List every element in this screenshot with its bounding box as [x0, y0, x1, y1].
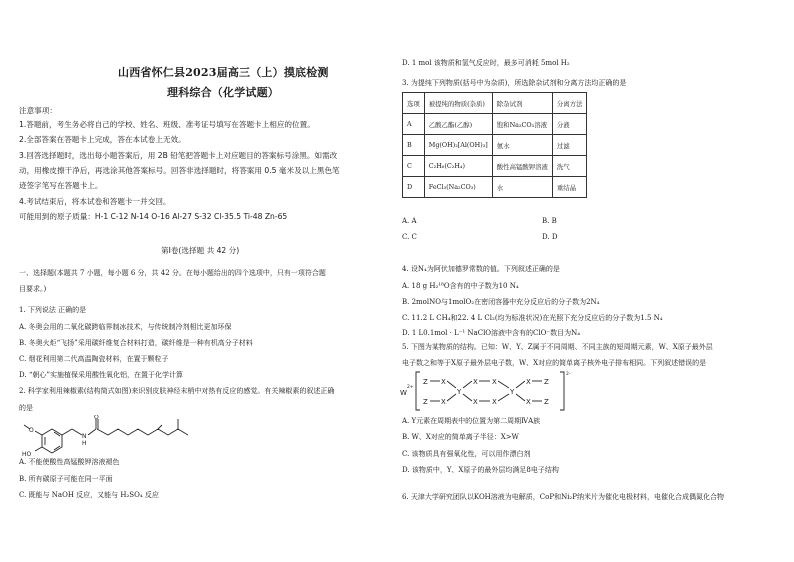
- struct-z-label: Z: [544, 398, 549, 406]
- struct-z-label: Z: [423, 378, 428, 386]
- table-cell: D: [403, 177, 425, 198]
- question-3-option-c[interactable]: C. C: [402, 233, 417, 241]
- table-row: [403, 114, 587, 135]
- methoxy-o-label: O: [29, 427, 34, 434]
- table-cell: A: [403, 114, 425, 135]
- table-cell: C: [403, 156, 425, 177]
- struct-y-label: Y: [510, 388, 515, 396]
- question-4-option-c[interactable]: C. 11.2 L CH₄和22. 4 L Cl₂(均为标准状况)在光照下充分反应后的分子数为1.5 N₄: [402, 314, 663, 322]
- table-cell: B: [403, 135, 425, 156]
- question-2-option-d[interactable]: D. 1 mol 该物质和氢气反应时，最多可消耗 5mol H₂: [402, 59, 570, 67]
- table-row: [403, 177, 587, 198]
- question-2-option-c[interactable]: C. 既能与 NaOH 反应，又能与 H₂SO₄ 反应: [19, 491, 159, 499]
- struct-y-label: Y: [457, 388, 462, 396]
- struct-x-label: X: [492, 378, 497, 386]
- table-cell: 饱和Na₂CO₃溶液: [492, 114, 552, 135]
- question-3-option-a[interactable]: A. A: [402, 217, 417, 225]
- table-header-row: [403, 93, 587, 114]
- note-line: 1.答题前，考生务必将自己的学校、姓名、班级、准考证号填写在答题卡上相应的位置。: [19, 120, 315, 129]
- table-row: [403, 135, 587, 156]
- struct-x-label: X: [526, 398, 531, 406]
- notes-heading: 注意事项：: [19, 106, 57, 115]
- question-2-option-a[interactable]: A. 不能使酸性高锰酸钾溶液褪色: [19, 458, 120, 466]
- struct-z-label: Z: [544, 378, 549, 386]
- exam-title: 山西省怀仁县2023届高三（上）摸底检测: [118, 66, 329, 79]
- section-intro: 目要求。): [19, 285, 47, 293]
- table-row: [403, 156, 587, 177]
- table-cell: 乙酸乙酯(乙醇): [424, 114, 492, 135]
- question-3-option-d[interactable]: D. D: [542, 233, 558, 241]
- question-5-stem: 电子数之和等于X原子最外层电子数，W、X对应的简单离子核外电子排布相同。下列叙述错误的是: [402, 359, 707, 367]
- question-5-option-d[interactable]: D. 该物质中，Y、X原子的最外层均满足8电子结构: [402, 466, 559, 474]
- question-1-option-b[interactable]: B. 冬奥火炬“飞扬”采用碳纤维复合材料打造，碳纤维是一种有机高分子材料: [19, 339, 253, 347]
- table-cell: 过滤: [552, 135, 587, 156]
- question-4-option-a[interactable]: A. 18 g H₂¹⁸O含有的中子数为10 N₄: [402, 282, 519, 290]
- amide-h-label: H: [82, 440, 87, 447]
- table-cell: 洗气: [552, 156, 587, 177]
- question-5-option-b[interactable]: B. W、X对应的简单离子半径：X>W: [402, 433, 519, 441]
- question-3-stem: 3. 为提纯下列物质(括号中为杂质)，所选除杂试剂和分离方法均正确的是: [402, 79, 627, 87]
- table-cell: 酸性高锰酸钾溶液: [492, 156, 552, 177]
- note-line: 3.回答选择题时，选出每小题答案后，用 2B 铅笔把答题卡上对应题目的答案标号涂黑。如需改: [19, 151, 338, 160]
- struct-w-charge: 2+: [407, 385, 414, 390]
- question-5-structure: [400, 368, 580, 414]
- exam-subtitle: 理科综合（化学试题）: [167, 86, 279, 99]
- part-title: 第Ⅰ卷(选择题 共 42 分): [161, 246, 240, 255]
- question-1-stem: 1. 下列说法 正确的是: [19, 306, 87, 314]
- struct-x-label: X: [526, 378, 531, 386]
- question-3-option-b[interactable]: B. B: [542, 217, 557, 225]
- table-cell: 重结晶: [552, 177, 587, 198]
- question-6-stem: 6. 天津大学研究团队以KOH溶液为电解质，CoP和Ni₂P纳米片为催化电极材料，电催化合成偶氮化合物: [402, 493, 724, 501]
- struct-z-label: Z: [423, 398, 428, 406]
- question-4-option-b[interactable]: B. 2molNO与1molO₂在密闭容器中充分反应后的分子数为2N₄: [402, 298, 600, 306]
- left-bracket: [416, 372, 420, 410]
- note-line: 迹签字笔写在答题卡上。: [19, 181, 103, 190]
- table-cell: FeCl₃(Na₂CO₃): [424, 177, 492, 198]
- question-5-stem: 5. 下图为某物质的结构。已知：W、Y、Z属于不同周期、不同主族的短周期元素，W、X原子最外层: [402, 343, 713, 351]
- question-1-option-d[interactable]: D. “朝心”实施植保采用酸性氧化铝，在置于化学计算: [19, 371, 183, 379]
- question-5-option-a[interactable]: A. Y元素在周期表中的位置为第二周期ⅣA族: [402, 417, 541, 425]
- question-2-option-b[interactable]: B. 所有碳原子可能在同一平面: [19, 475, 113, 483]
- hydroxyl-label: HO: [22, 451, 32, 458]
- note-line: 2.全部答案在答题卡上完成，答在本试卷上无效。: [19, 135, 186, 144]
- table-cell: 分液: [552, 114, 587, 135]
- table-header-cell: 除杂试剂: [492, 93, 552, 114]
- question-3-table: [402, 92, 587, 198]
- question-2-stem: 的是: [19, 404, 33, 412]
- note-line: 4.考试结束后，将本试卷和答题卡一并交回。: [19, 197, 171, 206]
- question-1-option-a[interactable]: A. 冬奥会用的二氧化碳跨临界制冰技术，与传统制冷剂相比更加环保: [19, 323, 232, 331]
- table-header-cell: 分离方法: [552, 93, 587, 114]
- section-intro: 一、选择题(本题共 7 小题，每小题 6 分，共 42 分。在每小题给出的四个选项中，只有一项符合题: [19, 269, 326, 277]
- carbonyl-o-label: O: [94, 415, 99, 421]
- question-5-option-c[interactable]: C. 该物质具有强氧化性，可以用作漂白剂: [402, 450, 531, 458]
- right-bracket: [560, 372, 564, 410]
- right-column: [397, 0, 794, 562]
- question-4-option-d[interactable]: D. 1 L0.1mol · L⁻¹ NaClO溶液中含有的ClO⁻数目为N₄: [402, 329, 581, 337]
- table-header-cell: 被提纯的物质(杂质): [424, 93, 492, 114]
- atomic-masses: 可能用到的原子质量：H-1 C-12 N-14 O-16 Al-27 S-32 Cl-35.5 Ti-48 Zn-65: [19, 212, 288, 221]
- table-cell: 水: [492, 177, 552, 198]
- table-cell: C₂H₆(C₂H₄): [424, 156, 492, 177]
- struct-x-label: X: [441, 378, 446, 386]
- question-4-stem: 4. 设N₄为阿伏加德罗常数的值。下列叙述正确的是: [402, 265, 560, 273]
- struct-x-label: X: [492, 398, 497, 406]
- struct-x-label: X: [473, 378, 478, 386]
- table-cell: Mg(OH)₂[Al(OH)₃]: [424, 135, 492, 156]
- question-1-option-c[interactable]: C. 烟花利用第二代高温陶瓷材料，在置于颗粒子: [19, 355, 169, 363]
- struct-w-label: W: [400, 389, 407, 397]
- table-header-cell: 选项: [403, 93, 425, 114]
- note-line: 动，用橡皮擦干净后，再选涂其他答案标号。回答非选择题时，将答案用 0.5 毫米及以上黑色笔: [19, 166, 340, 175]
- struct-x-label: X: [441, 398, 446, 406]
- question-2-stem: 2. 科学家利用辣椒素(结构简式如图)来识别皮肤神经末梢中对热有反应的感觉。有关辣椒素的叙述正确: [19, 387, 335, 395]
- amide-n-label: N: [82, 433, 87, 440]
- struct-anion-charge: 2-: [566, 372, 571, 377]
- struct-x-label: X: [473, 398, 478, 406]
- table-cell: 氨水: [492, 135, 552, 156]
